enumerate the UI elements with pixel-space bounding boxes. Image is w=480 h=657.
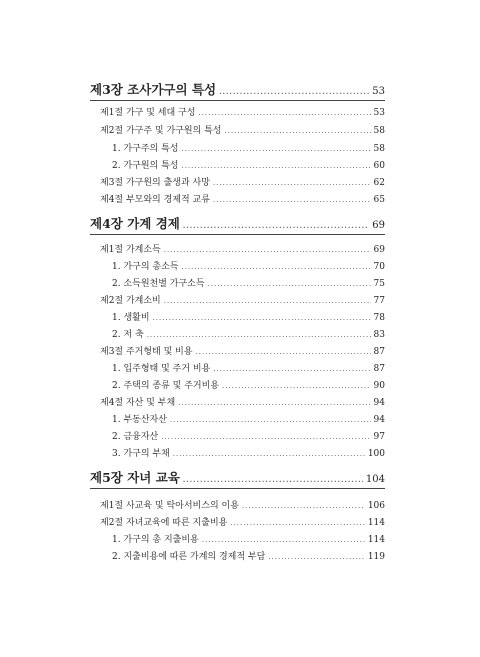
page-number: 69: [373, 245, 385, 255]
toc-entry[interactable]: [100, 498, 385, 511]
dot-leader: [181, 162, 370, 170]
toc-entry[interactable]: [112, 446, 385, 459]
dot-leader: [213, 196, 371, 204]
dot-leader: [242, 502, 365, 510]
page-number: 94: [373, 398, 385, 408]
page-number: 69: [372, 220, 385, 231]
entry-title: 제2절 자녀교육에 따른 지출비용: [100, 518, 228, 528]
page-number: 53: [372, 86, 385, 97]
toc-entry[interactable]: [100, 395, 385, 408]
page-number: 100: [367, 449, 385, 459]
dot-leader: [161, 433, 370, 441]
entry-title: 2. 저 축: [112, 330, 144, 340]
toc-entry[interactable]: [100, 344, 385, 357]
entry-title: 1. 가구의 총 지출비용: [112, 535, 199, 545]
toc-entry[interactable]: [112, 259, 385, 272]
toc-chapter-5[interactable]: [90, 468, 385, 486]
toc-chapter-4[interactable]: [90, 214, 385, 232]
dot-leader: [213, 179, 371, 187]
dot-leader: [178, 399, 370, 407]
page-number: 87: [373, 364, 385, 374]
dot-leader: [268, 553, 365, 561]
entry-title: 제1절 가구 및 세대 구성: [100, 108, 196, 118]
chapter-divider: [90, 234, 385, 235]
toc-entry[interactable]: [100, 105, 385, 118]
toc-entry[interactable]: [112, 141, 385, 154]
entry-title: 2. 가구원의 특성: [112, 161, 179, 171]
page-number: 119: [367, 552, 385, 562]
page-number: 114: [367, 518, 385, 528]
dot-leader: [208, 280, 371, 288]
page-number: 75: [373, 279, 385, 289]
dot-leader: [222, 382, 371, 390]
toc-chapter-3[interactable]: [90, 80, 385, 98]
page-number: 53: [373, 108, 385, 118]
dot-leader: [225, 127, 371, 135]
dot-leader: [202, 536, 365, 544]
entry-title: 제4절 부모와의 경제적 교류: [100, 195, 210, 205]
toc-entry[interactable]: [100, 175, 385, 188]
toc-entry[interactable]: [112, 429, 385, 442]
entry-title: 제4절 자산 및 부채: [100, 398, 176, 408]
page-number: 77: [373, 296, 385, 306]
page-number: 58: [373, 144, 385, 154]
dot-leader: [181, 145, 370, 153]
dot-leader: [183, 475, 363, 484]
toc-entry[interactable]: [112, 327, 385, 340]
toc-entry[interactable]: [112, 276, 385, 289]
toc-entry[interactable]: [100, 515, 385, 528]
page-number: 60: [373, 161, 385, 171]
entry-title: 2. 금융자산: [112, 432, 159, 442]
dot-leader: [181, 263, 370, 271]
dot-leader: [219, 87, 369, 96]
dot-leader: [198, 109, 370, 117]
entry-title: 2. 주택의 종류 및 주거비용: [112, 381, 219, 391]
toc-entry[interactable]: [112, 361, 385, 374]
dot-leader: [170, 416, 371, 424]
page-number: 58: [373, 126, 385, 136]
page-number: 70: [373, 262, 385, 272]
entry-title: 1. 부동산자산: [112, 415, 167, 425]
toc-entry[interactable]: [112, 549, 385, 562]
page-number: 104: [365, 474, 385, 485]
page-number: 65: [373, 195, 385, 205]
toc-entry[interactable]: [112, 412, 385, 425]
entry-title: 제3절 가구원의 출생과 사망: [100, 178, 210, 188]
entry-title: 1. 입주형태 및 주거 비용: [112, 364, 211, 374]
toc-entry[interactable]: [100, 123, 385, 136]
dot-leader: [173, 450, 365, 458]
toc-entry[interactable]: [112, 158, 385, 171]
entry-title: 1. 가구의 총소득: [112, 262, 179, 272]
page-number: 62: [373, 178, 385, 188]
dot-leader: [196, 348, 371, 356]
dot-leader: [183, 221, 369, 230]
toc-entry[interactable]: [112, 310, 385, 323]
dot-leader: [147, 331, 371, 339]
dot-leader: [213, 365, 370, 373]
entry-title: 1. 가구주의 특성: [112, 144, 179, 154]
dot-leader: [164, 246, 371, 254]
chapter-title: 제5장 자녀 교육: [90, 470, 180, 485]
entry-title: 제1절 사교육 및 탁아서비스의 이용: [100, 501, 239, 511]
chapter-divider: [90, 488, 385, 489]
chapter-title: 제4장 가계 경제: [90, 216, 180, 231]
entry-title: 제2절 가계소비: [100, 296, 161, 306]
chapter-divider: [90, 100, 385, 101]
toc-entry[interactable]: [112, 378, 385, 391]
dot-leader: [153, 314, 371, 322]
entry-title: 2. 지출비용에 따른 가계의 경제적 부담: [112, 552, 266, 562]
entry-title: 1. 생활비: [112, 313, 150, 323]
entry-title: 제3절 주거형태 및 비용: [100, 347, 193, 357]
page-number: 97: [373, 432, 385, 442]
toc-entry[interactable]: [100, 242, 385, 255]
page-number: 90: [373, 381, 385, 391]
entry-title: 제1절 가계소득: [100, 245, 161, 255]
entry-title: 2. 소득원천별 가구소득: [112, 279, 205, 289]
toc-entry[interactable]: [100, 293, 385, 306]
page-number: 94: [373, 415, 385, 425]
page-number: 114: [367, 535, 385, 545]
toc-entry[interactable]: [112, 532, 385, 545]
page-number: 106: [367, 501, 385, 511]
page-number: 87: [373, 347, 385, 357]
page-number: 78: [373, 313, 385, 323]
dot-leader: [230, 519, 364, 527]
dot-leader: [164, 297, 371, 305]
chapter-title: 제3장 조사가구의 특성: [90, 82, 217, 97]
toc-entry[interactable]: [100, 192, 385, 205]
page-number: 83: [373, 330, 385, 340]
entry-title: 제2절 가구주 및 가구원의 특성: [100, 126, 222, 136]
entry-title: 3. 가구의 부채: [112, 449, 170, 459]
